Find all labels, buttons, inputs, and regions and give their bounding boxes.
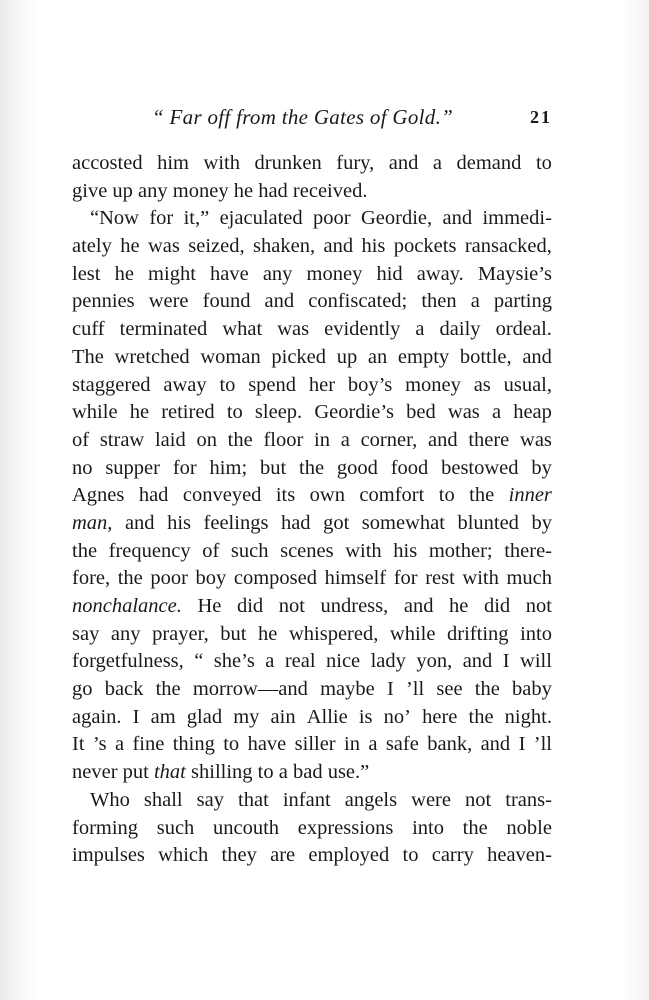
- word: are: [270, 844, 296, 867]
- word: drunken: [254, 152, 322, 174]
- word: up: [112, 179, 139, 202]
- word: to: [226, 401, 243, 424]
- word: straw: [99, 428, 145, 451]
- word: the: [227, 428, 253, 451]
- word: give: [72, 179, 113, 202]
- word: no’: [383, 705, 411, 728]
- word: any: [110, 622, 141, 645]
- word: immedi-: [482, 207, 552, 230]
- word: shilling: [191, 761, 258, 784]
- word: yon,: [416, 650, 453, 673]
- word: a: [278, 761, 293, 784]
- word: rest: [425, 567, 455, 590]
- word: and: [480, 733, 511, 756]
- word: not: [465, 788, 492, 811]
- word: not: [525, 595, 552, 617]
- word: a: [470, 290, 480, 313]
- word: laid: [154, 428, 186, 451]
- word: heaven-: [487, 844, 552, 867]
- word: for: [393, 567, 418, 590]
- word: It: [72, 733, 85, 756]
- word: heap: [513, 401, 552, 424]
- word: his: [393, 539, 418, 562]
- word: whispered,: [288, 622, 379, 645]
- word: Geordie’s: [314, 401, 395, 424]
- word: what: [222, 318, 263, 341]
- word: is: [358, 705, 373, 728]
- text-line: [72, 261, 552, 289]
- word: feelings: [203, 511, 269, 534]
- text-line: [72, 593, 552, 621]
- word: ’ll: [533, 733, 552, 756]
- word: did: [483, 595, 511, 617]
- word: him;: [209, 456, 248, 479]
- word: back: [104, 678, 144, 701]
- text-line: [72, 427, 552, 455]
- word: lady: [370, 650, 406, 673]
- word: ransacked,: [464, 235, 552, 258]
- text-line: [72, 233, 552, 261]
- word: in: [344, 733, 360, 756]
- word: much: [506, 567, 552, 590]
- word: scenes: [280, 539, 334, 562]
- word: received.: [292, 179, 368, 202]
- word: lest: [72, 262, 101, 285]
- word: fine: [132, 733, 165, 756]
- word: will: [520, 650, 552, 673]
- text-line: [72, 399, 552, 427]
- word: himself: [324, 567, 387, 590]
- word: uncouth: [213, 816, 280, 839]
- text-line: [72, 288, 552, 316]
- word: spend: [248, 373, 297, 396]
- text-line: [72, 178, 552, 206]
- word: put: [122, 761, 154, 784]
- word: were: [148, 290, 189, 313]
- word: never: [72, 761, 123, 784]
- text-line: [72, 621, 552, 649]
- word: was: [447, 401, 480, 424]
- word: and: [403, 595, 434, 617]
- word: drifting: [447, 622, 509, 645]
- word: forming: [72, 816, 139, 839]
- word: noble: [506, 816, 552, 839]
- word: with: [462, 567, 499, 590]
- word: up: [336, 345, 358, 368]
- word: and: [323, 235, 354, 258]
- word: an: [367, 345, 388, 368]
- word: nonchalance.: [72, 595, 182, 617]
- word: a: [432, 152, 442, 174]
- word: the: [469, 484, 495, 507]
- word: bed: [406, 401, 436, 424]
- word: prayer,: [152, 622, 209, 645]
- word: for: [172, 456, 197, 479]
- word: Allie: [306, 705, 348, 728]
- word: such: [230, 539, 269, 562]
- word: then: [421, 290, 457, 313]
- word: daily: [439, 318, 481, 341]
- text-line: [72, 815, 552, 843]
- word: he: [129, 401, 150, 424]
- text-line: [72, 372, 552, 400]
- word: am: [150, 705, 176, 728]
- word: its: [275, 484, 296, 507]
- word: might: [148, 262, 196, 285]
- word: money: [306, 262, 363, 285]
- word: use.”: [327, 761, 370, 784]
- word: undress,: [320, 595, 389, 617]
- word: money: [405, 373, 461, 396]
- text-line: [72, 455, 552, 483]
- word: got: [323, 511, 350, 534]
- word: her: [308, 373, 336, 396]
- word: of: [202, 539, 220, 562]
- word: no: [72, 456, 93, 479]
- word: with: [203, 152, 240, 174]
- word: had: [280, 511, 311, 534]
- word: his: [361, 235, 386, 258]
- word: empty: [397, 345, 450, 368]
- text-line: [72, 538, 552, 566]
- word: demand: [456, 152, 522, 174]
- word: ately: [72, 235, 112, 258]
- word: say: [72, 622, 100, 645]
- word: bottle,: [459, 345, 512, 368]
- word: not: [278, 595, 305, 617]
- word: “: [194, 650, 204, 673]
- word: the: [474, 678, 500, 701]
- word: frequency: [108, 539, 191, 562]
- word: money: [172, 179, 234, 202]
- page-number: 21: [530, 107, 552, 127]
- word: own: [309, 484, 345, 507]
- text-line: [72, 731, 552, 759]
- word: “Now: [90, 207, 139, 230]
- word: was: [520, 428, 552, 451]
- word: he: [120, 235, 140, 258]
- word: good: [336, 456, 378, 479]
- word: a: [415, 318, 425, 341]
- text-line: [72, 787, 552, 815]
- word: to: [438, 484, 455, 507]
- word: away: [163, 373, 207, 396]
- word: staggered: [72, 373, 151, 396]
- word: I: [502, 650, 510, 673]
- word: nice: [326, 650, 361, 673]
- running-title: “ Far off from the Gates of Gold.”: [152, 105, 454, 129]
- text-line: [72, 676, 552, 704]
- word: poor: [313, 207, 351, 230]
- word: glad: [186, 705, 223, 728]
- word: the: [117, 567, 143, 590]
- word: to: [219, 373, 236, 396]
- word: a: [340, 428, 350, 451]
- word: that: [238, 788, 269, 811]
- word: hid: [376, 262, 403, 285]
- word: maybe: [320, 678, 375, 701]
- text-line: [72, 205, 552, 233]
- word: and: [388, 152, 419, 174]
- word: real: [284, 650, 316, 673]
- word: to: [535, 152, 552, 174]
- word: by: [531, 456, 552, 479]
- word: supper: [105, 456, 160, 479]
- word: Geordie,: [360, 207, 433, 230]
- word: of: [72, 428, 90, 451]
- word: fury,: [336, 152, 375, 174]
- word: infant: [282, 788, 331, 811]
- word: forgetfulness,: [72, 650, 184, 673]
- text-line: [72, 344, 552, 372]
- word: but: [259, 456, 287, 479]
- word: and: [124, 511, 155, 534]
- word: ordeal.: [495, 318, 552, 341]
- word: and: [427, 428, 458, 451]
- word: did: [236, 595, 264, 617]
- word: a: [114, 733, 125, 756]
- word: here: [422, 705, 458, 728]
- word: floor: [263, 428, 304, 451]
- word: bestowed: [441, 456, 519, 479]
- word: there-: [504, 539, 552, 562]
- word: night.: [504, 705, 552, 728]
- word: which: [158, 844, 209, 867]
- word: had: [258, 179, 293, 202]
- word: food: [390, 456, 429, 479]
- word: shaken,: [253, 235, 316, 258]
- word: confiscated;: [308, 290, 408, 313]
- word: evidently: [324, 318, 401, 341]
- word: terminated: [119, 318, 208, 341]
- word: baby: [512, 678, 552, 701]
- word: expressions: [297, 816, 394, 839]
- word: my: [233, 705, 260, 728]
- word: with: [345, 539, 382, 562]
- word: Agnes: [72, 484, 125, 507]
- word: thing: [172, 733, 215, 756]
- text-line: [72, 482, 552, 510]
- word: as: [473, 373, 491, 396]
- word: wretched: [114, 345, 190, 368]
- word: there: [468, 428, 510, 451]
- word: Maysie’s: [477, 262, 552, 285]
- text-line: [72, 648, 552, 676]
- word: woman: [200, 345, 261, 368]
- word: pennies: [72, 290, 135, 313]
- word: a: [265, 650, 275, 673]
- text-line: [72, 510, 552, 538]
- word: inner: [508, 484, 552, 507]
- word: it,”: [183, 207, 210, 230]
- word: morrow—and: [192, 678, 308, 701]
- word: shall: [143, 788, 183, 811]
- word: while: [72, 401, 118, 424]
- word: he: [449, 595, 469, 617]
- word: the: [72, 539, 98, 562]
- word: blunted: [457, 511, 519, 534]
- word: go: [72, 678, 93, 701]
- word: fore,: [72, 567, 111, 590]
- word: to: [223, 733, 240, 756]
- word: a: [491, 401, 502, 424]
- word: siller: [294, 733, 336, 756]
- word: ejaculated: [219, 207, 303, 230]
- word: sleep.: [254, 401, 303, 424]
- word: was: [147, 235, 180, 258]
- word: seized,: [188, 235, 245, 258]
- text-line: [72, 150, 552, 178]
- word: bank,: [427, 733, 473, 756]
- word: ’ll: [405, 678, 425, 701]
- body-text: [72, 150, 552, 870]
- word: picked: [271, 345, 327, 368]
- word: that: [153, 761, 192, 784]
- word: and: [462, 650, 493, 673]
- word: corner,: [360, 428, 418, 451]
- word: and: [264, 290, 295, 313]
- word: poor: [150, 567, 188, 590]
- word: the: [468, 705, 494, 728]
- word: for: [149, 207, 174, 230]
- word: in: [314, 428, 330, 451]
- word: usual,: [503, 373, 552, 396]
- word: by: [531, 511, 552, 534]
- running-head: [72, 105, 552, 135]
- word: carry: [431, 844, 474, 867]
- word: The: [72, 345, 104, 368]
- word: ain: [270, 705, 296, 728]
- text-line: [72, 704, 552, 732]
- word: his: [167, 511, 192, 534]
- word: was: [277, 318, 310, 341]
- word: angels: [344, 788, 398, 811]
- word: he: [233, 179, 259, 202]
- word: on: [196, 428, 217, 451]
- word: a: [368, 733, 378, 756]
- word: any: [138, 179, 173, 202]
- word: composed: [233, 567, 318, 590]
- word: any: [262, 262, 293, 285]
- word: had: [138, 484, 169, 507]
- word: the: [155, 678, 181, 701]
- word: ’s: [92, 733, 107, 756]
- text-line: [72, 759, 552, 787]
- text-line: [72, 316, 552, 344]
- word: see: [436, 678, 463, 701]
- word: employed: [308, 844, 390, 867]
- word: He: [197, 595, 222, 617]
- word: have: [210, 262, 249, 285]
- word: again.: [72, 705, 122, 728]
- word: found: [202, 290, 251, 313]
- word: safe: [385, 733, 419, 756]
- word: while: [389, 622, 436, 645]
- word: bad: [292, 761, 328, 784]
- word: and: [442, 207, 473, 230]
- word: trans-: [505, 788, 552, 811]
- word: into: [412, 816, 444, 839]
- word: have: [247, 733, 287, 756]
- word: to: [402, 844, 419, 867]
- word: boy’s: [347, 373, 393, 396]
- word: they: [221, 844, 257, 867]
- word: the: [462, 816, 488, 839]
- word: pockets: [393, 235, 457, 258]
- word: the: [299, 456, 325, 479]
- word: and: [522, 345, 552, 368]
- word: boy: [195, 567, 227, 590]
- word: him: [157, 152, 190, 174]
- word: she’s: [213, 650, 255, 673]
- text-line: [72, 565, 552, 593]
- word: I: [386, 678, 394, 701]
- word: retired: [161, 401, 215, 424]
- word: such: [156, 816, 195, 839]
- word: away.: [416, 262, 464, 285]
- word: comfort: [359, 484, 425, 507]
- word: say: [196, 788, 224, 811]
- word: he: [258, 622, 278, 645]
- word: cuff: [72, 318, 105, 341]
- word: man,: [72, 511, 113, 534]
- word: Who: [90, 788, 130, 811]
- word: I: [518, 733, 526, 756]
- word: were: [411, 788, 451, 811]
- word: into: [520, 622, 552, 645]
- word: I: [132, 705, 140, 728]
- word: parting: [493, 290, 552, 313]
- word: to: [257, 761, 279, 784]
- text-line: [72, 842, 552, 870]
- word: impulses: [72, 844, 145, 867]
- word: he: [114, 262, 134, 285]
- word: somewhat: [361, 511, 445, 534]
- word: conveyed: [182, 484, 262, 507]
- word: mother;: [428, 539, 493, 562]
- word: but: [220, 622, 247, 645]
- word: accosted: [72, 152, 143, 174]
